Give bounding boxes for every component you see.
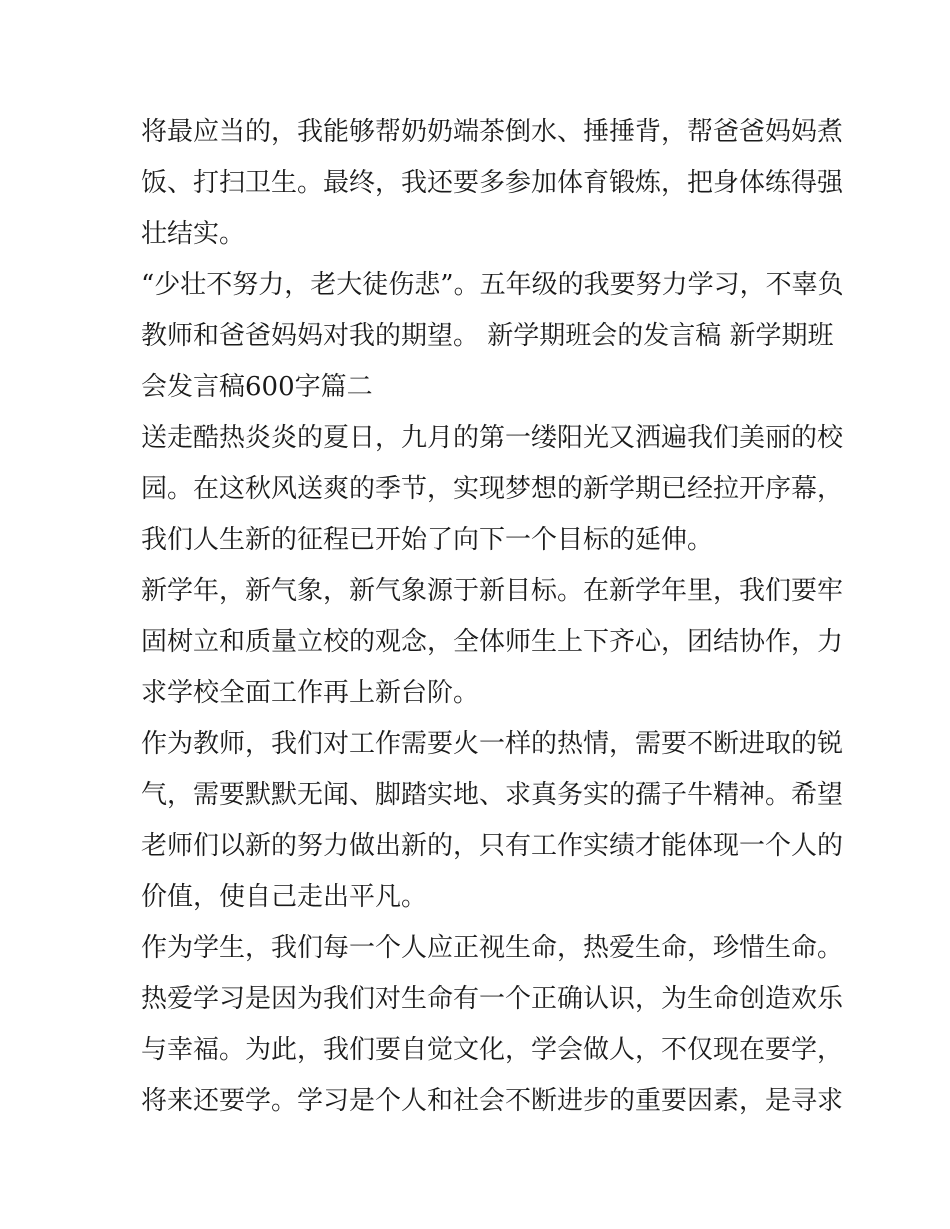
text-line: 热爱学习是因为我们对生命有一个正确认识，为生命创造欢乐 xyxy=(141,984,844,1014)
text-line: 与幸福。为此，我们要自觉文化，学会做人，不仅现在要学， xyxy=(141,1035,844,1065)
text-line: 将最应当的，我能够帮奶奶端茶倒水、捶捶背，帮爸爸妈妈煮 xyxy=(141,117,844,147)
text-line: 园。在这秋风送爽的季节，实现梦想的新学期已经拉开序幕， xyxy=(141,474,844,504)
text-line: 求学校全面工作再上新台阶。 xyxy=(141,678,480,708)
document-body xyxy=(141,107,844,1127)
text-line: 气，需要默默无闻、脚踏实地、求真务实的孺子牛精神。希望 xyxy=(141,780,844,810)
text-line: 送走酷热炎炎的夏日，九月的第一缕阳光又洒遍我们美丽的校 xyxy=(141,423,844,453)
text-line: 老师们以新的努力做出新的，只有工作实绩才能体现一个人的 xyxy=(141,831,844,861)
text-line: 壮结实。 xyxy=(141,219,246,249)
text-line: 固树立和质量立校的观念，全体师生上下齐心，团结协作，力 xyxy=(141,627,844,657)
text-line: 饭、打扫卫生。最终，我还要多参加体育锻炼，把身体练得强 xyxy=(141,168,844,198)
text-line: 新学年，新气象，新气象源于新目标。在新学年里，我们要牢 xyxy=(141,576,844,606)
text-line: 会发言稿600字篇二 xyxy=(141,372,373,402)
text-line: 教师和爸爸妈妈对我的期望。 新学期班会的发言稿 新学期班 xyxy=(141,321,834,351)
text-line: “少壮不努力，老大徒伤悲”。五年级的我要努力学习，不辜负 xyxy=(141,270,844,300)
text-line: 作为学生，我们每一个人应正视生命，热爱生命，珍惜生命。 xyxy=(141,933,844,963)
text-line: 我们人生新的征程已开始了向下一个目标的延伸。 xyxy=(141,525,714,555)
text-line: 将来还要学。学习是个人和社会不断进步的重要因素，是寻求 xyxy=(141,1086,844,1116)
text-line: 价值，使自己走出平凡。 xyxy=(141,882,428,912)
text-line: 作为教师，我们对工作需要火一样的热情，需要不断进取的锐 xyxy=(141,729,844,759)
